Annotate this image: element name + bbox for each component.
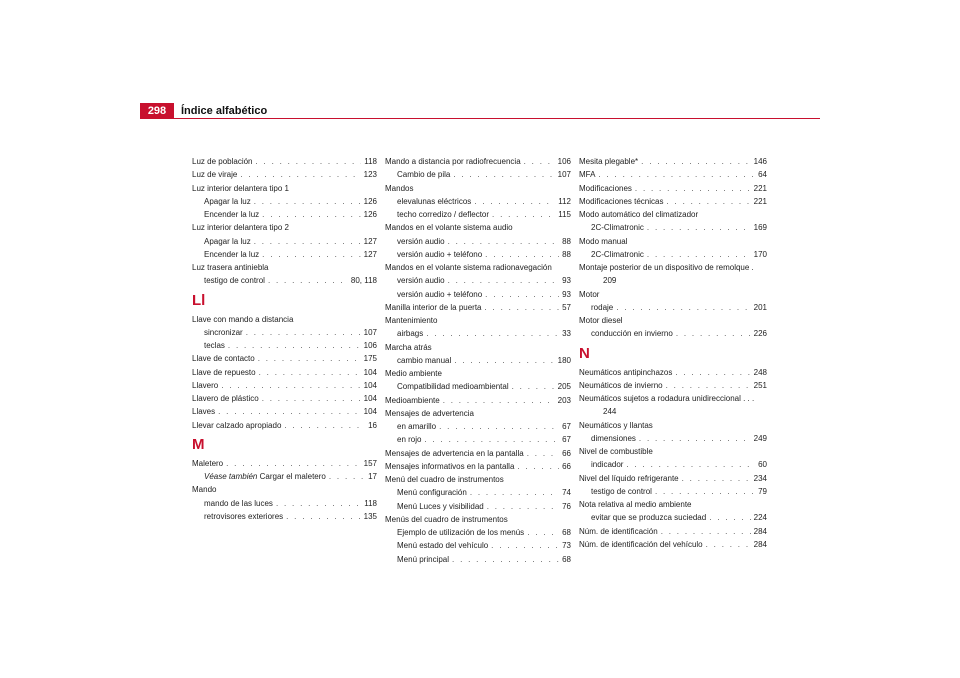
index-entry-text: Encender la luz	[204, 249, 260, 259]
dot-leader	[647, 221, 751, 234]
index-heading: Mandos en el volante sistema radionavegación	[385, 263, 552, 272]
index-entry-page: 76	[562, 501, 571, 511]
dot-leader	[452, 553, 559, 566]
index-entry	[579, 366, 767, 379]
index-entry	[579, 155, 767, 168]
dot-leader	[517, 460, 559, 473]
dot-leader	[706, 538, 751, 551]
index-entry-text: MFA	[579, 170, 596, 180]
index-entry-text: evitar que se produzca suciedad	[591, 513, 707, 523]
dot-leader	[641, 155, 750, 168]
index-subentry	[579, 248, 767, 261]
index-heading: Motor diesel	[579, 316, 623, 325]
index-entry-page: 64	[758, 170, 767, 180]
index-entry-page: 221	[753, 196, 767, 206]
index-entry-page: 16	[368, 420, 377, 430]
index-heading: Mandos en el volante sistema audio	[385, 223, 513, 233]
index-subentry	[385, 486, 571, 499]
index-entry-text: elevalunas eléctricos	[397, 196, 472, 206]
index-heading: Llave con mando a distancia	[192, 314, 294, 324]
index-entry-text: versión audio	[397, 276, 445, 286]
index-entry-page: 126	[363, 196, 377, 206]
header-rule	[174, 118, 820, 119]
index-entry-page: 107	[363, 327, 377, 337]
index-entry-page: 88	[562, 236, 571, 246]
index-entry	[192, 352, 377, 365]
index-subentry	[385, 526, 571, 539]
index-entry-page: 104	[363, 380, 377, 390]
index-entry-page: 118	[364, 498, 377, 508]
index-entry-page: 249	[753, 433, 767, 443]
index-heading: Luz trasera antiniebla	[192, 263, 269, 272]
index-entry-page: 67	[562, 435, 571, 445]
index-heading: Luz interior delantera tipo 1	[192, 183, 289, 193]
dot-leader	[485, 288, 559, 301]
index-entry	[579, 525, 767, 538]
index-entry-text: en rojo	[397, 435, 422, 445]
index-entry-text: Luz de población	[192, 157, 253, 166]
index-entry-text: Mensajes de advertencia en la pantalla	[385, 448, 524, 458]
dot-leader	[246, 326, 361, 339]
dot-leader	[527, 447, 559, 460]
index-entry-text: Maletero	[192, 458, 224, 468]
index-entry-page: 112	[558, 196, 571, 206]
index-entry-text: versión audio	[397, 236, 445, 246]
dot-leader	[626, 458, 755, 471]
index-entry	[579, 538, 767, 551]
index-entry	[192, 155, 377, 168]
index-heading: Modo automático del climatizador	[579, 210, 699, 219]
index-heading: Luz interior delantera tipo 2	[192, 223, 289, 233]
index-subentry	[192, 326, 377, 339]
index-column-2	[385, 155, 571, 566]
index-letter-heading: M	[192, 435, 205, 453]
index-entry-page: 80, 118	[350, 276, 377, 286]
index-entry-page: 93	[562, 276, 571, 286]
index-entry-text: Mesita plegable*	[579, 157, 639, 166]
index-entry-page: 203	[557, 395, 571, 405]
index-entry-text: conducción en invierno	[591, 329, 673, 339]
index-entry	[385, 460, 571, 473]
index-subentry	[385, 248, 571, 261]
index-entry-page: 33	[562, 329, 571, 339]
index-entry-page: 221	[753, 183, 767, 193]
index-entry-text: Mando a distancia por radiofrecuencia	[385, 157, 521, 166]
index-entry-text: Apagar la luz	[204, 236, 251, 246]
index-entry-text: Encender la luz	[204, 210, 260, 219]
index-subentry	[579, 458, 767, 471]
index-entry-page: 74	[562, 488, 571, 498]
index-subentry	[579, 511, 767, 524]
dot-leader	[454, 354, 554, 367]
index-entry-text: Ejemplo de utilización de los menús	[397, 528, 525, 537]
index-entry-page: 79	[758, 486, 767, 496]
index-subentry	[579, 221, 767, 234]
index-entry	[579, 379, 767, 392]
index-entry-text: indicador	[591, 460, 624, 470]
index-subentry	[192, 235, 377, 248]
dot-leader	[675, 366, 750, 379]
dot-leader	[448, 235, 560, 248]
dot-leader	[647, 248, 751, 261]
index-entry-text: Llevar calzado apropiado	[192, 420, 282, 430]
dot-leader	[666, 379, 751, 392]
index-subentry	[385, 420, 571, 433]
index-entry	[192, 379, 377, 392]
dot-leader	[616, 301, 750, 314]
index-entry-page: 205	[557, 382, 571, 392]
index-entry-text: en amarillo	[397, 422, 437, 431]
dot-leader	[639, 432, 751, 445]
index-entry-page: 118	[364, 157, 377, 166]
index-entry-page: 146	[753, 157, 767, 166]
dot-leader	[487, 500, 559, 513]
index-entry-text: Llavero	[192, 380, 219, 390]
index-entry-page: 284	[753, 526, 767, 536]
index-subentry	[385, 433, 571, 446]
dot-leader	[655, 485, 755, 498]
page-title: Índice alfabético	[181, 105, 268, 117]
dot-leader	[221, 379, 360, 392]
index-subentry	[192, 195, 377, 208]
index-entry-text: retrovisores exteriores	[204, 511, 284, 521]
dot-leader	[485, 248, 559, 261]
index-entry-page: 104	[363, 394, 377, 403]
index-heading: Mandos	[385, 183, 414, 193]
index-entry-text: 2C-Climatronic	[591, 223, 644, 233]
dot-leader	[258, 352, 361, 365]
index-entry-text: Neumáticos antipinchazos	[579, 367, 673, 377]
dot-leader	[424, 433, 559, 446]
index-entry-text: Núm. de identificación	[579, 526, 658, 536]
index-entry	[192, 366, 377, 379]
page-header	[140, 103, 820, 119]
index-entry-text: Menú principal	[397, 554, 450, 564]
index-entry	[385, 301, 571, 314]
index-entry-page: 123	[363, 170, 377, 180]
index-entry-page: 127	[363, 249, 377, 259]
index-entry-text: Menú Luces y visibilidad	[397, 501, 484, 511]
index-entry-page: 251	[753, 380, 767, 390]
dot-leader	[218, 405, 361, 418]
index-subentry	[385, 539, 571, 552]
index-subentry	[192, 339, 377, 352]
index-entry-page: 127	[363, 236, 377, 246]
index-subentry	[579, 432, 767, 445]
index-entry-page: 73	[562, 541, 571, 551]
dot-leader	[474, 195, 555, 208]
index-entry-page: 244	[603, 407, 617, 417]
index-entry-page: 169	[753, 223, 767, 233]
index-entry-text: Mensajes informativos en la pantalla	[385, 461, 515, 471]
index-heading: Menús del cuadro de instrumentos	[385, 514, 508, 524]
index-entry	[385, 155, 571, 168]
dot-leader	[682, 472, 751, 485]
index-entry-page: 224	[753, 513, 767, 523]
index-entry-page: 170	[753, 249, 767, 259]
dot-leader	[470, 486, 559, 499]
index-entry-page: 180	[557, 355, 571, 365]
index-entry-page: 60	[758, 460, 767, 470]
index-subentry	[385, 380, 571, 393]
index-entry-page: 126	[363, 210, 377, 219]
index-entry	[385, 394, 571, 407]
index-subentry	[385, 327, 571, 340]
dot-leader	[666, 195, 750, 208]
index-entry-text: sincronizar	[204, 327, 243, 337]
index-entry-text: dimensiones	[591, 433, 636, 443]
index-entry-page: 88	[562, 249, 571, 259]
dot-leader	[453, 168, 554, 181]
index-entry-page: 104	[363, 407, 377, 417]
index-subentry	[385, 288, 571, 301]
dot-leader	[286, 510, 361, 523]
index-entry	[579, 182, 767, 195]
index-entry-text: versión audio + teléfono	[397, 289, 483, 299]
dot-leader	[262, 392, 361, 405]
index-entry	[385, 447, 571, 460]
index-entry	[579, 261, 767, 288]
dot-leader	[228, 339, 361, 352]
index-entry-page: 209	[603, 276, 617, 286]
index-entry-text: Nivel del líquido refrigerante	[579, 473, 679, 483]
index-entry-text: Neumáticos de invierno	[579, 380, 663, 390]
index-entry-page: 68	[562, 554, 571, 564]
dot-leader	[709, 511, 750, 524]
index-entry-page: 135	[363, 511, 377, 521]
index-entry-text: airbags	[397, 329, 424, 339]
dot-leader	[329, 470, 365, 483]
index-entry-text: cambio manual	[397, 355, 452, 365]
index-subentry	[385, 354, 571, 367]
index-heading: Mensajes de advertencia	[385, 408, 474, 418]
index-entry-page: 17	[368, 472, 377, 481]
dot-leader	[256, 155, 362, 168]
index-entry-page: 104	[363, 367, 377, 377]
index-column-3	[579, 155, 767, 551]
index-entry-text: Llaves	[192, 407, 216, 417]
index-entry-page: 284	[753, 539, 767, 549]
index-subentry	[192, 510, 377, 523]
index-entry-page: 66	[562, 448, 571, 458]
index-entry	[192, 405, 377, 418]
index-subentry	[192, 274, 377, 287]
index-entry-text: testigo de control	[591, 486, 652, 496]
dot-leader	[661, 525, 751, 538]
index-letter-heading: Ll	[192, 291, 206, 309]
index-entry-page: 201	[753, 302, 767, 312]
index-entry-page: 157	[363, 458, 377, 468]
index-subentry	[385, 208, 571, 221]
dot-leader	[635, 182, 751, 195]
dot-leader	[598, 168, 755, 181]
index-subentry	[192, 470, 377, 483]
index-heading: Marcha atrás	[385, 342, 432, 352]
index-heading: Menú del cuadro de instrumentos	[385, 475, 504, 484]
index-entry	[579, 392, 767, 419]
index-entry-text: Llavero de plástico	[192, 394, 259, 403]
index-entry-text: Neumáticos sujetos a rodadura unidireccional . . .	[579, 394, 755, 403]
dot-leader	[439, 420, 559, 433]
index-entry-text: versión audio + teléfono	[397, 249, 483, 259]
dot-leader	[524, 155, 555, 168]
page-number: 298	[140, 103, 174, 119]
index-entry-page: 68	[562, 528, 571, 537]
index-heading: Mantenimiento	[385, 316, 438, 325]
index-heading: Nota relativa al medio ambiente	[579, 500, 692, 509]
index-subentry	[385, 235, 571, 248]
index-entry-text: Véase también Cargar el maletero	[204, 472, 326, 481]
dot-leader	[426, 327, 559, 340]
index-subentry	[579, 301, 767, 314]
index-entry	[579, 472, 767, 485]
index-entry-text: Manilla interior de la puerta	[385, 302, 482, 312]
index-entry-text: teclas	[204, 341, 225, 350]
index-entry-text: Modificaciones	[579, 183, 632, 193]
index-subentry	[192, 497, 377, 510]
dot-leader	[254, 235, 361, 248]
index-entry-text: Apagar la luz	[204, 196, 251, 206]
index-entry-text: testigo de control	[204, 276, 265, 286]
index-entry-text: Menú configuración	[397, 488, 467, 498]
index-heading: Modo manual	[579, 236, 628, 246]
dot-leader	[492, 208, 555, 221]
index-entry-text: Cambio de pila	[397, 170, 451, 180]
index-entry	[579, 168, 767, 181]
dot-leader	[485, 301, 560, 314]
dot-leader	[443, 394, 555, 407]
index-column-1	[192, 155, 377, 523]
index-subentry	[579, 327, 767, 340]
dot-leader	[284, 419, 365, 432]
index-heading: Nivel de combustible	[579, 447, 653, 456]
dot-leader	[676, 327, 751, 340]
index-entry-text: Montaje posterior de un dispositivo de remolque .	[579, 263, 754, 272]
index-entry-page: 234	[753, 473, 767, 483]
index-entry-page: 66	[562, 461, 571, 471]
index-entry	[192, 457, 377, 470]
index-entry-text: mando de las luces	[204, 498, 273, 508]
index-entry-page: 248	[753, 367, 767, 377]
index-letter-heading: N	[579, 344, 590, 362]
dot-leader	[262, 248, 360, 261]
index-entry-text: Llave de contacto	[192, 354, 255, 364]
index-entry-text: Núm. de identificación del vehículo	[579, 539, 703, 549]
index-entry-text: Luz de viraje	[192, 170, 238, 180]
index-entry-text: rodaje	[591, 302, 614, 312]
index-subentry	[579, 485, 767, 498]
index-entry	[192, 392, 377, 405]
index-entry-text: techo corredizo / deflector	[397, 210, 490, 219]
index-heading: Neumáticos y llantas	[579, 420, 653, 430]
dot-leader	[491, 539, 559, 552]
dot-leader	[254, 195, 361, 208]
dot-leader	[276, 497, 361, 510]
index-entry	[192, 419, 377, 432]
index-heading: Motor	[579, 289, 600, 299]
dot-leader	[268, 274, 348, 287]
index-subentry	[385, 553, 571, 566]
index-entry-page: 175	[363, 354, 377, 364]
index-entry-text: Llave de repuesto	[192, 367, 256, 377]
index-entry	[192, 168, 377, 181]
index-subentry	[192, 248, 377, 261]
index-entry-page: 93	[562, 289, 571, 299]
index-subentry	[385, 195, 571, 208]
index-subentry	[385, 274, 571, 287]
index-entry-text: Modificaciones técnicas	[579, 196, 664, 206]
index-entry-page: 226	[753, 329, 767, 339]
index-subentry	[385, 500, 571, 513]
index-entry-page: 106	[363, 341, 377, 350]
index-subentry	[192, 208, 377, 221]
index-entry-page: 67	[562, 422, 571, 431]
index-heading: Mando	[192, 485, 217, 495]
index-entry-page: 115	[558, 210, 571, 219]
dot-leader	[262, 208, 360, 221]
dot-leader	[259, 366, 361, 379]
index-entry-text: Medioambiente	[385, 395, 440, 405]
dot-leader	[240, 168, 360, 181]
dot-leader	[512, 380, 555, 393]
index-entry-text: 2C-Climatronic	[591, 249, 644, 259]
dot-leader	[226, 457, 361, 470]
index-entry-page: 107	[557, 170, 571, 180]
index-entry	[579, 195, 767, 208]
index-entry-page: 106	[557, 157, 571, 166]
dot-leader	[527, 526, 559, 539]
index-entry-page: 57	[562, 302, 571, 312]
dot-leader	[448, 274, 560, 287]
index-entry-text: Menú estado del vehículo	[397, 541, 489, 551]
index-entry-text: Compatibilidad medioambiental	[397, 382, 509, 392]
see-also-label: Véase también	[204, 472, 258, 481]
index-heading: Medio ambiente	[385, 369, 442, 378]
index-subentry	[385, 168, 571, 181]
